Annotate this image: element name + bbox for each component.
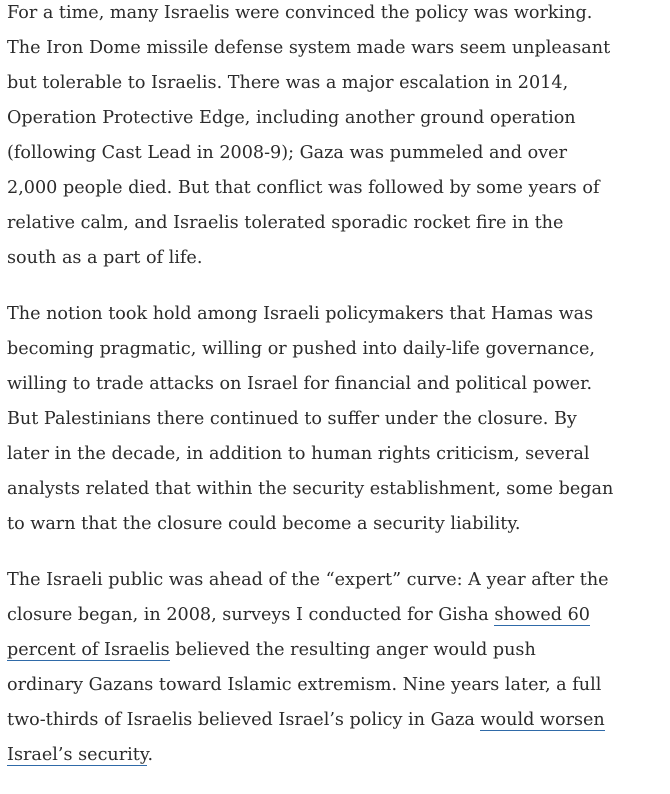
article-body: [7, 0, 617, 794]
security-link[interactable]: would worsen Israel’s security: [7, 710, 605, 765]
paragraph-2: The notion took hold among Israeli policymakers that Hamas was becoming pragmatic, willing or pushed into daily-life governance, willing to trade attacks on Israel for financial and political power. But Palestinians there continued to suffer under the closure. By later in the decade, in addition to human rights criticism, several analysts related that within the security establishment, some began to warn that the closure could become a security liability.: [7, 304, 614, 534]
paragraph-1: For a time, many Israelis were convinced the policy was working. The Iron Dome missile defense system made wars seem unpleasant but tolerable to Israelis. There was a major escalation in 2014, Operation Protective Edge, including another ground operation (following Cast Lead in 2008-9); Gaza was pummeled and over 2,000 people died. But that conflict was followed by some years of relative calm, and Israelis tolerated sporadic rocket fire in the south as a part of life.: [7, 3, 611, 268]
paragraph-3: [7, 563, 617, 773]
paragraph-3-text-end: .: [147, 745, 154, 765]
paragraph-3-text-start: The Israeli public was ahead of the “expert” curve: A year after the closure began, in 2008, surveys I conducted for Gisha: [7, 570, 609, 625]
survey-link[interactable]: showed 60 percent of Israelis: [7, 605, 590, 660]
paragraph-3-text-middle: believed the resulting anger would push ordinary Gazans toward Islamic extremism. Nine years later, a full two-thirds of Israelis believed Israel’s policy in Gaza: [7, 640, 602, 730]
